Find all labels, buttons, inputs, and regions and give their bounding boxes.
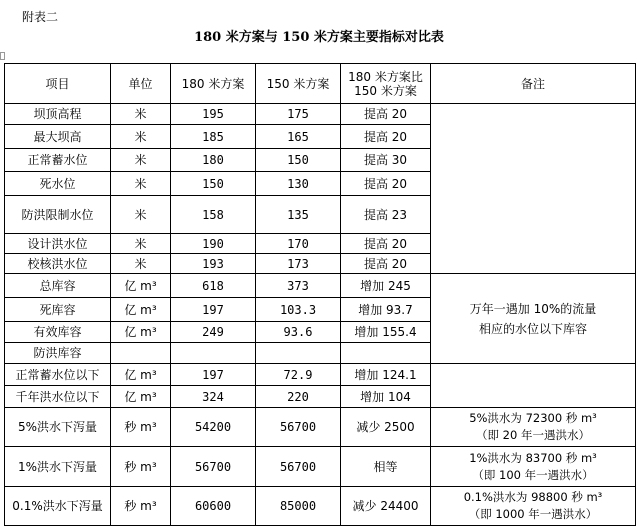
row-plan150: 220 (256, 386, 341, 408)
remark-flood5-line1: 5%洪水为 72300 秒 m³ (469, 411, 597, 425)
row-plan150: 130 (256, 172, 341, 196)
row-item: 坝顶高程 (5, 104, 111, 125)
table-row (5, 274, 636, 298)
row-plan150: 170 (256, 234, 341, 254)
row-plan150: 103.3 (256, 298, 341, 322)
remark-empty-top (431, 104, 636, 274)
row-compare: 提高 20 (341, 172, 431, 196)
appendix-label: 附表二 (22, 10, 59, 24)
table-row (5, 447, 636, 487)
row-unit: 米 (111, 196, 171, 234)
table-row (5, 408, 636, 447)
row-compare: 减少 24400 (341, 487, 431, 526)
row-unit: 秒 m³ (111, 447, 171, 487)
remark-flood5 (431, 408, 636, 447)
header-unit: 单位 (111, 64, 171, 104)
header-item: 项目 (5, 64, 111, 104)
row-unit: 米 (111, 125, 171, 149)
row-plan150: 173 (256, 254, 341, 274)
row-unit: 米 (111, 149, 171, 172)
row-compare: 增加 155.4 (341, 322, 431, 343)
row-plan180: 324 (171, 386, 256, 408)
row-plan180: 193 (171, 254, 256, 274)
row-unit: 米 (111, 254, 171, 274)
row-unit: 秒 m³ (111, 408, 171, 447)
table-row (5, 487, 636, 526)
row-item: 0.1%洪水下泻量 (5, 487, 111, 526)
row-unit: 米 (111, 172, 171, 196)
row-plan180: 60600 (171, 487, 256, 526)
row-item: 死水位 (5, 172, 111, 196)
header-plan150: 150 米方案 (256, 64, 341, 104)
header-remark: 备注 (431, 64, 636, 104)
row-plan150: 135 (256, 196, 341, 234)
row-unit: 亿 m³ (111, 274, 171, 298)
remark-flood1 (431, 447, 636, 487)
row-plan150 (256, 343, 341, 364)
row-compare: 增加 245 (341, 274, 431, 298)
row-compare: 增加 93.7 (341, 298, 431, 322)
row-compare: 提高 20 (341, 125, 431, 149)
row-item: 防洪限制水位 (5, 196, 111, 234)
remark-flood5-line2: （即 20 年一遇洪水） (476, 428, 590, 442)
row-plan180: 249 (171, 322, 256, 343)
row-plan150: 85000 (256, 487, 341, 526)
row-item: 防洪库容 (5, 343, 111, 364)
row-plan180: 185 (171, 125, 256, 149)
row-plan180: 150 (171, 172, 256, 196)
row-compare: 减少 2500 (341, 408, 431, 447)
header-plan180: 180 米方案 (171, 64, 256, 104)
row-compare: 提高 20 (341, 254, 431, 274)
row-compare: 增加 124.1 (341, 364, 431, 386)
row-item: 最大坝高 (5, 125, 111, 149)
header-row (5, 64, 636, 104)
remark-flood01 (431, 487, 636, 526)
row-plan150: 175 (256, 104, 341, 125)
remark-storage (431, 274, 636, 364)
row-unit: 亿 m³ (111, 298, 171, 322)
row-compare: 增加 104 (341, 386, 431, 408)
row-compare: 提高 23 (341, 196, 431, 234)
row-plan150: 56700 (256, 447, 341, 487)
row-plan180: 195 (171, 104, 256, 125)
row-plan180: 158 (171, 196, 256, 234)
remark-storage-line2: 相应的水位以下库容 (478, 321, 587, 336)
row-unit: 秒 m³ (111, 487, 171, 526)
row-unit: 米 (111, 104, 171, 125)
row-plan150: 93.6 (256, 322, 341, 343)
row-compare: 提高 30 (341, 149, 431, 172)
row-plan150: 56700 (256, 408, 341, 447)
row-plan180: 197 (171, 298, 256, 322)
row-item: 正常蓄水位以下 (5, 364, 111, 386)
row-plan180: 197 (171, 364, 256, 386)
remark-flood01-line2: （即 1000 年一遇洪水） (468, 507, 598, 521)
header-compare (341, 64, 431, 104)
row-item: 千年洪水位以下 (5, 386, 111, 408)
row-item: 正常蓄水位 (5, 149, 111, 172)
comparison-table (4, 63, 636, 526)
row-compare: 相等 (341, 447, 431, 487)
header-compare-line2: 150 米方案 (354, 83, 417, 98)
row-unit: 亿 m³ (111, 386, 171, 408)
table-row (5, 364, 636, 386)
row-plan150: 150 (256, 149, 341, 172)
row-plan180 (171, 343, 256, 364)
row-plan180: 56700 (171, 447, 256, 487)
row-plan150: 373 (256, 274, 341, 298)
row-item: 总库容 (5, 274, 111, 298)
row-unit (111, 343, 171, 364)
row-compare: 提高 20 (341, 234, 431, 254)
table-row (5, 104, 636, 125)
row-unit: 亿 m³ (111, 364, 171, 386)
row-plan180: 180 (171, 149, 256, 172)
remark-flood01-line1: 0.1%洪水为 98800 秒 m³ (463, 490, 603, 504)
remark-flood1-line1: 1%洪水为 83700 秒 m³ (469, 450, 597, 465)
remark-storage-line1: 万年一遇加 10%的流量 (469, 301, 597, 316)
row-unit: 米 (111, 234, 171, 254)
row-unit: 亿 m³ (111, 322, 171, 343)
row-plan180: 190 (171, 234, 256, 254)
anchor-marker (0, 52, 5, 60)
row-plan180: 54200 (171, 408, 256, 447)
header-compare-line1: 180 米方案比 (348, 69, 423, 84)
table-title: 180 米方案与 150 米方案主要指标对比表 (194, 30, 444, 45)
row-compare: 提高 20 (341, 104, 431, 125)
row-item: 5%洪水下泻量 (5, 408, 111, 447)
row-plan180: 618 (171, 274, 256, 298)
remark-flood1-line2: （即 100 年一遇洪水） (472, 467, 594, 482)
row-plan150: 72.9 (256, 364, 341, 386)
row-plan150: 165 (256, 125, 341, 149)
row-item: 校核洪水位 (5, 254, 111, 274)
row-item: 有效库容 (5, 322, 111, 343)
row-item: 死库容 (5, 298, 111, 322)
row-item: 设计洪水位 (5, 234, 111, 254)
row-compare (341, 343, 431, 364)
row-item: 1%洪水下泻量 (5, 447, 111, 487)
remark-empty-mid (431, 364, 636, 408)
